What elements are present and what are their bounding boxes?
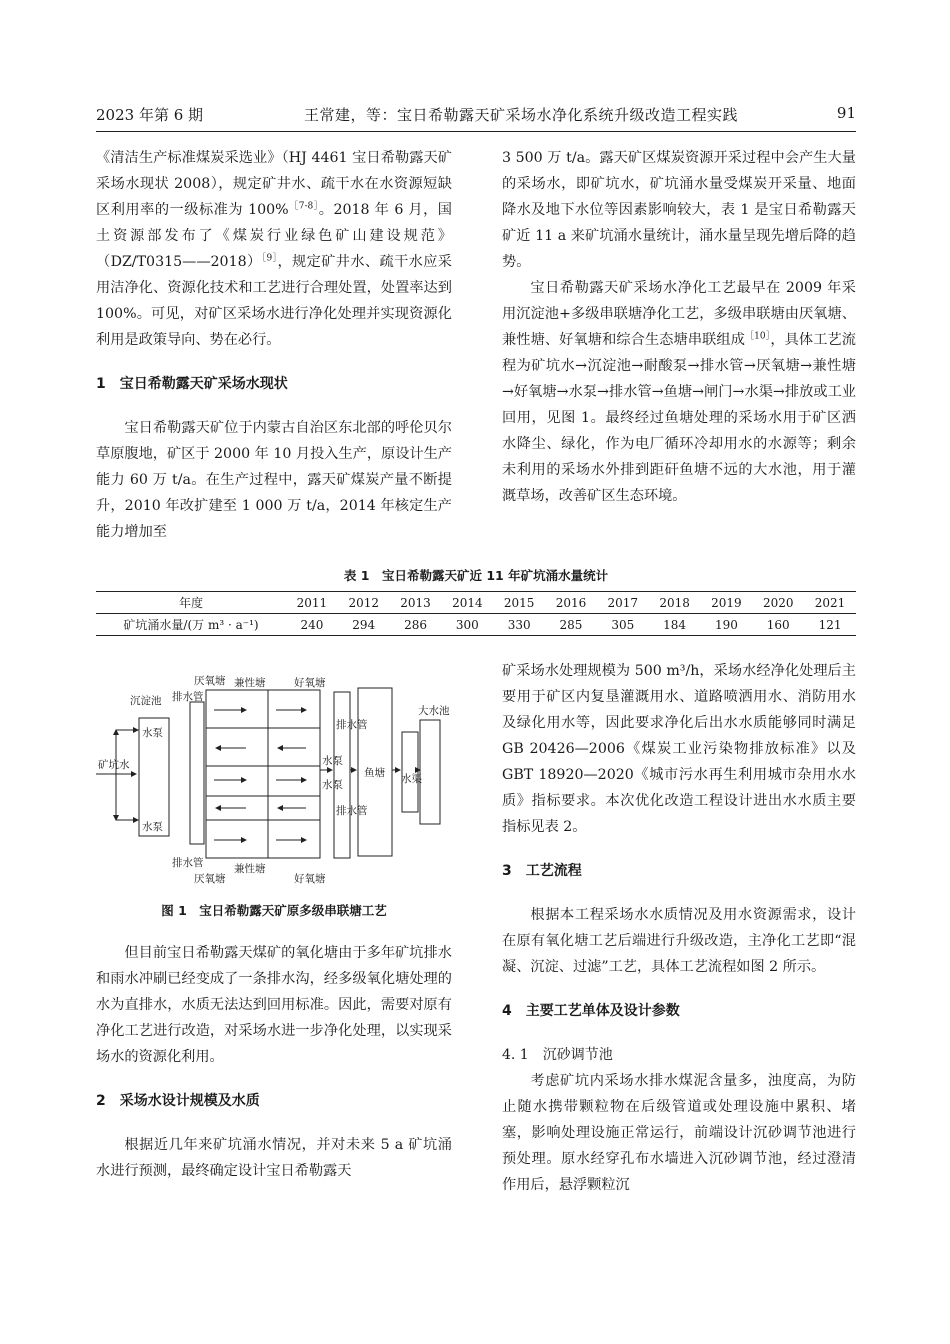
table-row-label: 矿坑涌水量/(万 m³ · a⁻¹) (123, 618, 259, 632)
big-pool (420, 720, 440, 824)
big-pool-label: 大水池 (418, 705, 450, 717)
paragraph: 根据近几年来矿坑涌水情况，并对未来 5 a 矿坑涌水进行预测，最终确定设计宝日希勒露天 (96, 1137, 452, 1179)
paragraph: 3 500 万 t/a。露天矿区煤炭资源开采过程中会产生大量的采场水，即矿坑水，矿坑涌水量受煤炭开采量、地面降水及地下水位等因素影响较大，表 1 是宝日希勒露天矿近 11 a 来矿坑涌水量统计，涌水量呈现先增后降的趋势。 (502, 150, 856, 270)
process-flow-diagram (96, 670, 452, 890)
pond-block (206, 690, 320, 858)
column-left-bottom (96, 940, 452, 1184)
paragraph: 但目前宝日希勒露天煤矿的氧化塘由于多年矿坑排水和雨水冲刷已经变成了一条排水沟，经多级氧化塘处理的水为直排水，水质无法达到回用标准。因此，需要对原有净化工艺进行改造，对采场水进一步净化处理，以实现采场水的资源化利用。 (96, 945, 452, 1065)
paragraph: 宝日希勒露天矿采场水净化工艺最早在 2009 年采用沉淀池+多级串联塘净化工艺，多级串联塘由厌氧塘、兼性塘、好氧塘和综合生态塘串联组成$^{[10]}$，具体工艺流程为矿坑水→沉淀池→耐酸泵→排水管→厌氧塘→兼性塘→好氧塘→水泵→排水管→鱼塘→闸门→水渠→排放或工业回用，见图 1。最终经过鱼塘处理的采场水用于矿区洒水降尘、绿化，作为电厂循环冷却用水的水源等；剩余未利用的采场水外排到距矸鱼塘不远的大水池，用于灌溉草场，改善矿区生态环境。 (502, 280, 856, 504)
channel (402, 732, 418, 812)
section-heading-1: 1 宝日希勒露天矿采场水现状 (96, 376, 288, 392)
table-caption: 表 1 宝日希勒露天矿近 11 年矿坑涌水量统计 (343, 568, 609, 583)
paragraph: 根据本工程采场水水质情况及用水资源需求，设计在原有氧化塘工艺后端进行升级改造，主净化工艺即“混凝、沉淀、过滤”工艺，具体工艺流程如图 2 所示。 (502, 907, 856, 975)
paragraph: 矿采场水处理规模为 500 m³/h，采场水经净化处理后主要用于矿区内复垦灌溉用水、道路喷洒用水、消防用水及绿化用水等，因此要求净化后出水水质能够同时满足 GB 20426—2006《煤炭工业污染物排放标准》以及 GBT 18920—2020《城市污水再生利用城市杂用水水质》指标要求。本次优化改造工程设计进出水水质主要指标见表 2。 (502, 663, 856, 835)
column-right-top (502, 145, 856, 509)
value-cell: 300 (455, 617, 479, 632)
anaerobic-label: 厌氧塘 (194, 675, 226, 687)
article-title: 王常建，等：宝日希勒露天矿采场水净化系统升级改造工程实践 (304, 106, 739, 124)
year-cell: 2015 (503, 595, 535, 610)
year-cell: 2012 (348, 595, 379, 610)
drain-pipe-right (334, 692, 350, 858)
pipe-label: 排水管 (172, 857, 204, 869)
year-cell: 2018 (659, 595, 690, 610)
sedimentation-label: 沉淀池 (130, 695, 162, 707)
value-cell: 240 (300, 617, 324, 632)
value-cell: 305 (611, 617, 635, 632)
section-heading-2: 2 采场水设计规模及水质 (96, 1093, 260, 1109)
table-header-row (96, 592, 856, 614)
pipe-label: 排水管 (172, 691, 204, 703)
pipe-label: 排水管 (336, 805, 368, 817)
year-cell: 2016 (555, 595, 587, 610)
year-cell: 2019 (711, 595, 742, 610)
value-cell: 286 (404, 617, 427, 632)
mine-water-label: 矿坑水 (98, 759, 130, 771)
figure-caption: 图 1 宝日希勒露天矿原多级串联塘工艺 (161, 903, 387, 918)
issue-label: 2023 年第 6 期 (96, 106, 204, 124)
year-cell: 2020 (762, 595, 794, 610)
section-heading-3: 3 工艺流程 (502, 863, 582, 879)
data-table (96, 591, 856, 636)
table-row (96, 614, 856, 636)
value-cell: 330 (507, 617, 531, 632)
paragraph: 《清洁生产标准煤炭采选业》（HJ 4461 宝日希勒露天矿采场水现状 2008），规定矿井水、疏干水在水资源短缺区利用率的一级标准为 100%$^{[7-8]}$。2018 年 6 月，国土资源部发布了《煤炭行业绿色矿山建设规范》（DZ/T0315——2018）$^{[9]}$，规定矿井水、疏干水应采用洁净化、资源化技术和工艺进行合理处置，处置率达到 100%。可见，对矿区采场水进行净化处理并实现资源化利用是政策导向、势在必行。 (96, 150, 452, 348)
value-cell: 285 (559, 617, 583, 632)
section-heading-4: 4 主要工艺单体及设计参数 (502, 1003, 680, 1019)
facultative-label: 兼性塘 (234, 863, 266, 875)
pump-label: 水泵 (142, 727, 163, 739)
paragraph: 宝日希勒露天矿位于内蒙古自治区东北部的呼伦贝尔草原腹地，矿区于 2000 年 10 月投入生产，原设计生产能力 60 万 t/a。在生产过程中，露天矿煤炭产量不断提升，2010 年改扩建至 1 000 万 t/a，2014 年核定生产能力增加至 (96, 420, 452, 540)
year-cell: 2014 (452, 595, 483, 610)
year-cell: 2013 (400, 595, 431, 610)
value-cell: 160 (766, 617, 790, 632)
anaerobic-pond (190, 702, 204, 844)
value-cell: 294 (352, 617, 376, 632)
paragraph: 考虑矿坑内采场水排水煤泥含量多，浊度高，为防止随水携带颗粒物在后级管道或处理设施中累积、堵塞，影响处理设施正常运行，前端设计沉砂调节池进行预处理。原水经穿孔布水墙进入沉砂调节池，经过澄清作用后，悬浮颗粒沉 (502, 1073, 856, 1193)
column-left-top (96, 145, 452, 545)
channel-label: 水渠 (401, 773, 422, 785)
pump-label: 水泵 (322, 779, 343, 791)
table-row-label: 年度 (178, 596, 203, 610)
column-right-bottom (502, 658, 856, 1198)
year-cell: 2011 (296, 595, 328, 610)
year-cell: 2017 (607, 595, 639, 610)
page-number: 91 (836, 104, 856, 122)
header-rule (96, 131, 856, 132)
value-cell: 184 (663, 617, 687, 632)
year-cell: 2021 (814, 595, 846, 610)
aerobic-label: 好氧塘 (294, 873, 326, 885)
value-cell: 121 (818, 617, 842, 632)
pipe-label: 排水管 (336, 719, 368, 731)
anaerobic-label: 厌氧塘 (194, 873, 226, 885)
pump-label: 水泵 (142, 821, 163, 833)
value-cell: 190 (714, 617, 738, 632)
subsection-heading: 4. 1 沉砂调节池 (502, 1047, 613, 1063)
facultative-label: 兼性塘 (234, 677, 266, 689)
pump-label: 水泵 (322, 755, 343, 767)
aerobic-label: 好氧塘 (294, 677, 326, 689)
running-header (96, 100, 856, 130)
fish-pond-label: 鱼塘 (364, 767, 385, 779)
